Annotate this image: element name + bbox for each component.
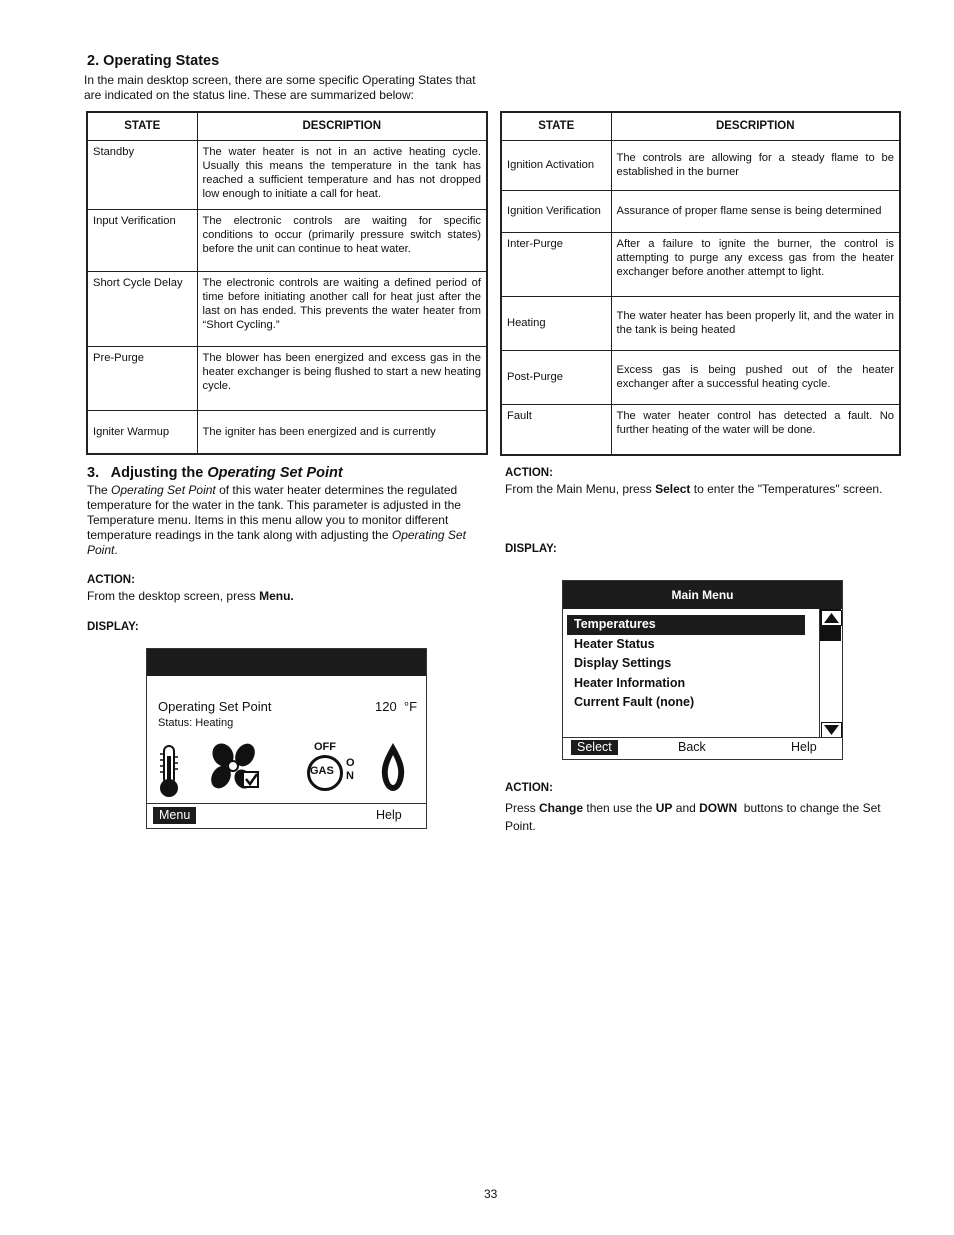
- main-menu-display: [562, 580, 843, 760]
- back-softkey[interactable]: Back: [678, 740, 706, 754]
- section-3-paragraph: [87, 483, 483, 558]
- column-header-state: STATE: [501, 112, 611, 140]
- menu-scrollbar[interactable]: [819, 609, 841, 738]
- menu-item-current-fault[interactable]: Current Fault (none): [574, 695, 695, 709]
- flame-icon: [379, 741, 407, 793]
- state-cell: Post-Purge: [501, 350, 611, 404]
- action-text-plain: buttons to change the Set Point.: [505, 801, 884, 833]
- section-3-heading-prefix: 3. Adjusting the: [87, 465, 208, 481]
- gas-center-label: GAS: [310, 765, 334, 777]
- description-cell: The electronic controls are waiting a defined period of time before initiating another call for heat just after the last on has ended. This prevents the water heater from “Short Cycling.”: [197, 271, 487, 346]
- state-cell: Short Cycle Delay: [87, 271, 197, 346]
- main-menu-title: Main Menu: [563, 581, 842, 609]
- table-row: [501, 350, 900, 404]
- softkey-bar: [147, 803, 426, 828]
- table-row: [87, 209, 487, 271]
- table-row: [501, 404, 900, 455]
- description-cell: The controls are allowing for a steady flame to be established in the burner: [611, 140, 900, 190]
- description-cell: The water heater has been properly lit, and the water in the tank is being heated: [611, 296, 900, 350]
- state-cell: Ignition Activation: [501, 140, 611, 190]
- table-row: [501, 296, 900, 350]
- state-cell: Standby: [87, 140, 197, 209]
- description-cell: The electronic controls are waiting for specific conditions to occur (primarily pressure switch states) before the unit can continue to heat water.: [197, 209, 487, 271]
- menu-softkey[interactable]: Menu: [153, 807, 196, 824]
- menu-item-display-settings[interactable]: Display Settings: [574, 656, 672, 670]
- setpoint-value: 120 °F: [375, 699, 418, 714]
- section-2-intro: In the main desktop screen, there are some specific Operating States that are indicated on the status line. These are summarized below:: [84, 73, 476, 102]
- section-3-heading: [87, 465, 343, 481]
- paragraph-text: of this water heater determines the regulated temperature for the water in the tank. This parameter is adjusted in the Temperature menu. Items in this menu allow you to monitor different temperature readings in the tank along with adjusting the: [87, 483, 461, 542]
- setpoint-label: Operating Set Point: [158, 699, 272, 714]
- state-cell: Inter-Purge: [501, 232, 611, 296]
- operating-states-table-left: [86, 111, 488, 455]
- column-header-description: DESCRIPTION: [611, 112, 900, 140]
- state-cell: Heating: [501, 296, 611, 350]
- table-row: [501, 190, 900, 232]
- paragraph-text: .: [114, 543, 118, 557]
- description-cell: After a failure to ignite the burner, the control is attempting to purge any excess gas from the heater exchanger before another attempt to light.: [611, 232, 900, 296]
- state-cell: Pre-Purge: [87, 346, 197, 410]
- display-label: DISPLAY:: [505, 543, 557, 555]
- table-row: [501, 140, 900, 190]
- description-cell: The water heater is not in an active heating cycle. Usually this means the temperature in the tank has reached a sufficient temperature and has not dropped low enough to initiate a call for heat.: [197, 140, 487, 209]
- paragraph-italic: Operating Set Point: [111, 483, 216, 497]
- table-row: [501, 232, 900, 296]
- action-text-bold: UP: [655, 801, 673, 815]
- action-label: ACTION:: [87, 574, 135, 586]
- description-cell: Excess gas is being pushed out of the heater exchanger after a successful heating cycle.: [611, 350, 900, 404]
- gas-on-label-n: N: [346, 770, 354, 782]
- state-cell: Fault: [501, 404, 611, 455]
- help-softkey[interactable]: Help: [791, 740, 817, 754]
- menu-item-heater-status[interactable]: Heater Status: [574, 636, 655, 651]
- column-header-description: DESCRIPTION: [197, 112, 487, 140]
- status-line: Status: Heating: [158, 717, 234, 729]
- gas-on-label-o: O: [346, 757, 355, 769]
- action-text-plain: and: [672, 801, 700, 815]
- operating-states-table-right: [500, 111, 901, 456]
- action-text-plain: From the Main Menu, press: [505, 482, 656, 496]
- description-cell: Assurance of proper flame sense is being determined: [611, 190, 900, 232]
- help-softkey[interactable]: Help: [376, 808, 402, 822]
- display-header-bar: [147, 649, 426, 676]
- gas-valve-icon: [305, 741, 365, 799]
- description-cell: The blower has been energized and excess gas in the heater exchanger is being flushed to start a new heating cycle.: [197, 346, 487, 410]
- paragraph-italic: Operating Set Point: [87, 528, 466, 557]
- description-cell: The igniter has been energized and is currently: [197, 410, 487, 454]
- state-cell: Ignition Verification: [501, 190, 611, 232]
- action-text-bold: DOWN: [699, 801, 738, 815]
- section-2-heading: 2. Operating States: [87, 53, 220, 69]
- action-text: [505, 799, 901, 835]
- thermometer-icon: [157, 744, 181, 799]
- menu-item-heater-information[interactable]: Heater Information: [574, 675, 686, 690]
- menu-item-temperatures[interactable]: Temperatures: [567, 615, 805, 635]
- action-text-bold: Select: [655, 482, 691, 496]
- action-label: ACTION:: [505, 782, 553, 794]
- table-row: [87, 271, 487, 346]
- action-text-bold: Change: [539, 801, 584, 815]
- display-label: DISPLAY:: [87, 621, 139, 633]
- column-header-state: STATE: [87, 112, 197, 140]
- action-text-plain: then use the: [583, 801, 656, 815]
- scroll-up-arrow-icon[interactable]: [821, 610, 842, 626]
- scroll-down-arrow-icon[interactable]: [821, 722, 842, 738]
- table-row: [87, 410, 487, 454]
- table-row: [87, 346, 487, 410]
- action-text-plain: to enter the "Temperatures" screen.: [690, 482, 883, 496]
- description-cell: The water heater control has detected a fault. No further heating of the water will be done.: [611, 404, 900, 455]
- table-row: [87, 140, 487, 209]
- softkey-bar: [563, 737, 842, 759]
- action-text-plain: Press: [505, 801, 540, 815]
- desktop-display: [146, 648, 427, 829]
- action-text-bold: Menu.: [259, 589, 294, 603]
- state-cell: Igniter Warmup: [87, 410, 197, 454]
- action-label: ACTION:: [505, 467, 553, 479]
- main-menu-list: [567, 615, 805, 713]
- paragraph-text: The: [87, 483, 112, 497]
- section-3-heading-italic: Operating Set Point: [207, 465, 343, 481]
- fan-icon: [207, 741, 263, 793]
- action-text: [87, 589, 294, 604]
- action-text-plain: From the desktop screen, press: [87, 589, 260, 603]
- action-text: [505, 482, 905, 497]
- gas-off-label: OFF: [314, 741, 336, 753]
- select-softkey[interactable]: Select: [571, 740, 618, 755]
- page-number: 33: [484, 1187, 498, 1201]
- state-cell: Input Verification: [87, 209, 197, 271]
